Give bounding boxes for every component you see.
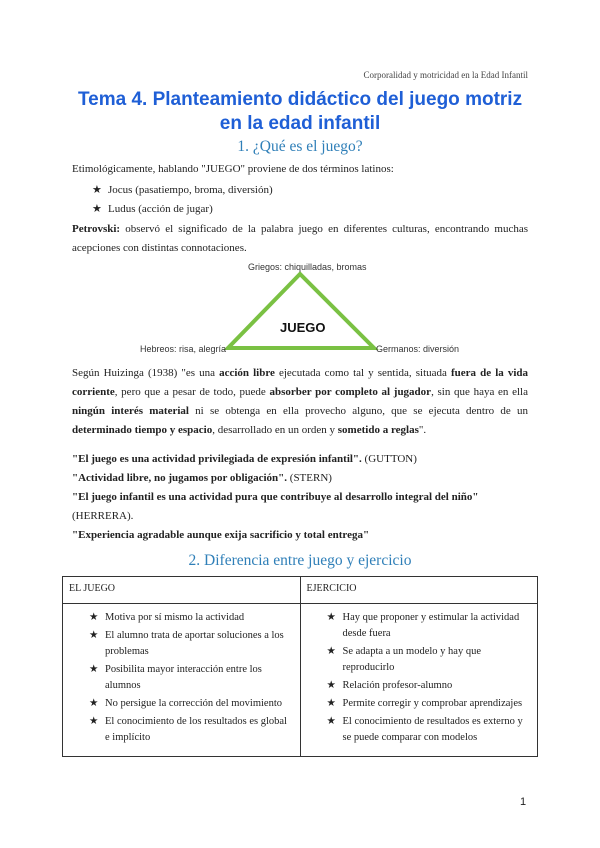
- page-title: [40, 88, 560, 136]
- intro-paragraph: Etimológicamente, hablando "JUEGO" proviene de dos términos latinos:: [72, 163, 394, 175]
- list-item: ★ Relación profesor-alumno: [327, 678, 532, 694]
- list-item: ★ No persigue la corrección del movimiento: [89, 696, 294, 712]
- section-heading-1: 1. ¿Qué es el juego?: [237, 138, 363, 155]
- star-icon: ★: [89, 664, 99, 675]
- quote-experiencia: "Experiencia agradable aunque exija sacrificio y total entrega": [72, 529, 370, 541]
- list-item: ★ Hay que proponer y estimular la actividad desde fuera: [326, 612, 520, 639]
- diagram-center-label: JUEGO: [280, 320, 326, 335]
- list-item: ★ Se adapta a un modelo y hay que reproducirlo: [326, 646, 481, 673]
- star-icon: ★: [326, 646, 336, 657]
- star-icon: ★: [92, 203, 102, 215]
- petrovski-paragraph: Petrovski: observó el significado de la palabra juego en diferentes culturas, encontrando muchas acepciones con distintas connotaciones.: [72, 223, 528, 254]
- title-line-2: en la edad infantil: [219, 113, 381, 134]
- table-row: [63, 604, 538, 757]
- juego-cell: [63, 604, 301, 757]
- list-item: ★ El conocimiento de resultados es externo y se puede comparar con modelos: [326, 716, 523, 743]
- table-header-row: [63, 577, 538, 604]
- quote-stern: "Actividad libre, no jugamos por obligación". (STERN): [72, 472, 332, 484]
- star-icon: ★: [326, 698, 336, 709]
- star-icon: ★: [326, 680, 336, 691]
- star-icon: ★: [89, 630, 99, 641]
- column-header-ejercicio: EJERCICIO: [300, 577, 538, 604]
- star-icon: ★: [92, 184, 102, 196]
- list-item: ★ El alumno trata de aportar soluciones a los problemas: [89, 630, 284, 657]
- star-icon: ★: [89, 716, 99, 727]
- bullet-item: ★ Ludus (acción de jugar): [92, 203, 213, 215]
- star-icon: ★: [89, 612, 99, 623]
- column-header-juego: EL JUEGO: [63, 577, 301, 604]
- diagram-label-left: Hebreos: risa, alegría: [140, 344, 227, 354]
- list-item: ★ Motiva por sí mismo la actividad: [89, 610, 294, 626]
- comparison-table: [62, 576, 538, 757]
- petrovski-name: Petrovski:: [72, 223, 121, 235]
- list-item: ★ Permite corregir y comprobar aprendizajes: [327, 696, 532, 712]
- title-line-1: Tema 4. Planteamiento didáctico del juego motriz: [77, 89, 523, 110]
- star-icon: ★: [326, 716, 336, 727]
- ejercicio-cell: [300, 604, 538, 757]
- bullet-item: ★ Jocus (pasatiempo, broma, diversión): [92, 184, 273, 196]
- list-item: ★ El conocimiento de los resultados es global e implícito: [89, 716, 287, 743]
- section-heading-2: 2. Diferencia entre juego y ejercicio: [188, 552, 412, 569]
- juego-triangle-diagram: [130, 262, 470, 362]
- diagram-label-top: Griegos: chiquilladas, bromas: [248, 262, 367, 272]
- huizinga-paragraph: Según Huizinga (1938) "es una acción libre ejecutada como tal y sentida, situada fuera de la vida corriente, pero que a pesar de todo, puede absorber por completo al jugador, sin que haya en ella ningún interés material ni se obtenga en ella provecho alguno, que se ejecuta dentro de un determinado tiempo y espacio, desarrollado en un orden y sometido a reglas".: [72, 367, 528, 436]
- list-item: ★ Posibilita mayor interacción entre los alumnos: [89, 664, 262, 691]
- star-icon: ★: [89, 698, 99, 709]
- running-header: Corporalidad y motricidad en la Edad Infantil: [363, 70, 528, 80]
- star-icon: ★: [326, 612, 336, 623]
- diagram-label-right: Germanos: diversión: [376, 344, 460, 354]
- page-number: 1: [520, 796, 527, 808]
- quote-herrera: "El juego infantil es una actividad pura que contribuye al desarrollo integral del niño" (HERRERA).: [72, 491, 479, 522]
- quote-gutton: "El juego es una actividad privilegiada de expresión infantil". (GUTTON): [72, 453, 417, 465]
